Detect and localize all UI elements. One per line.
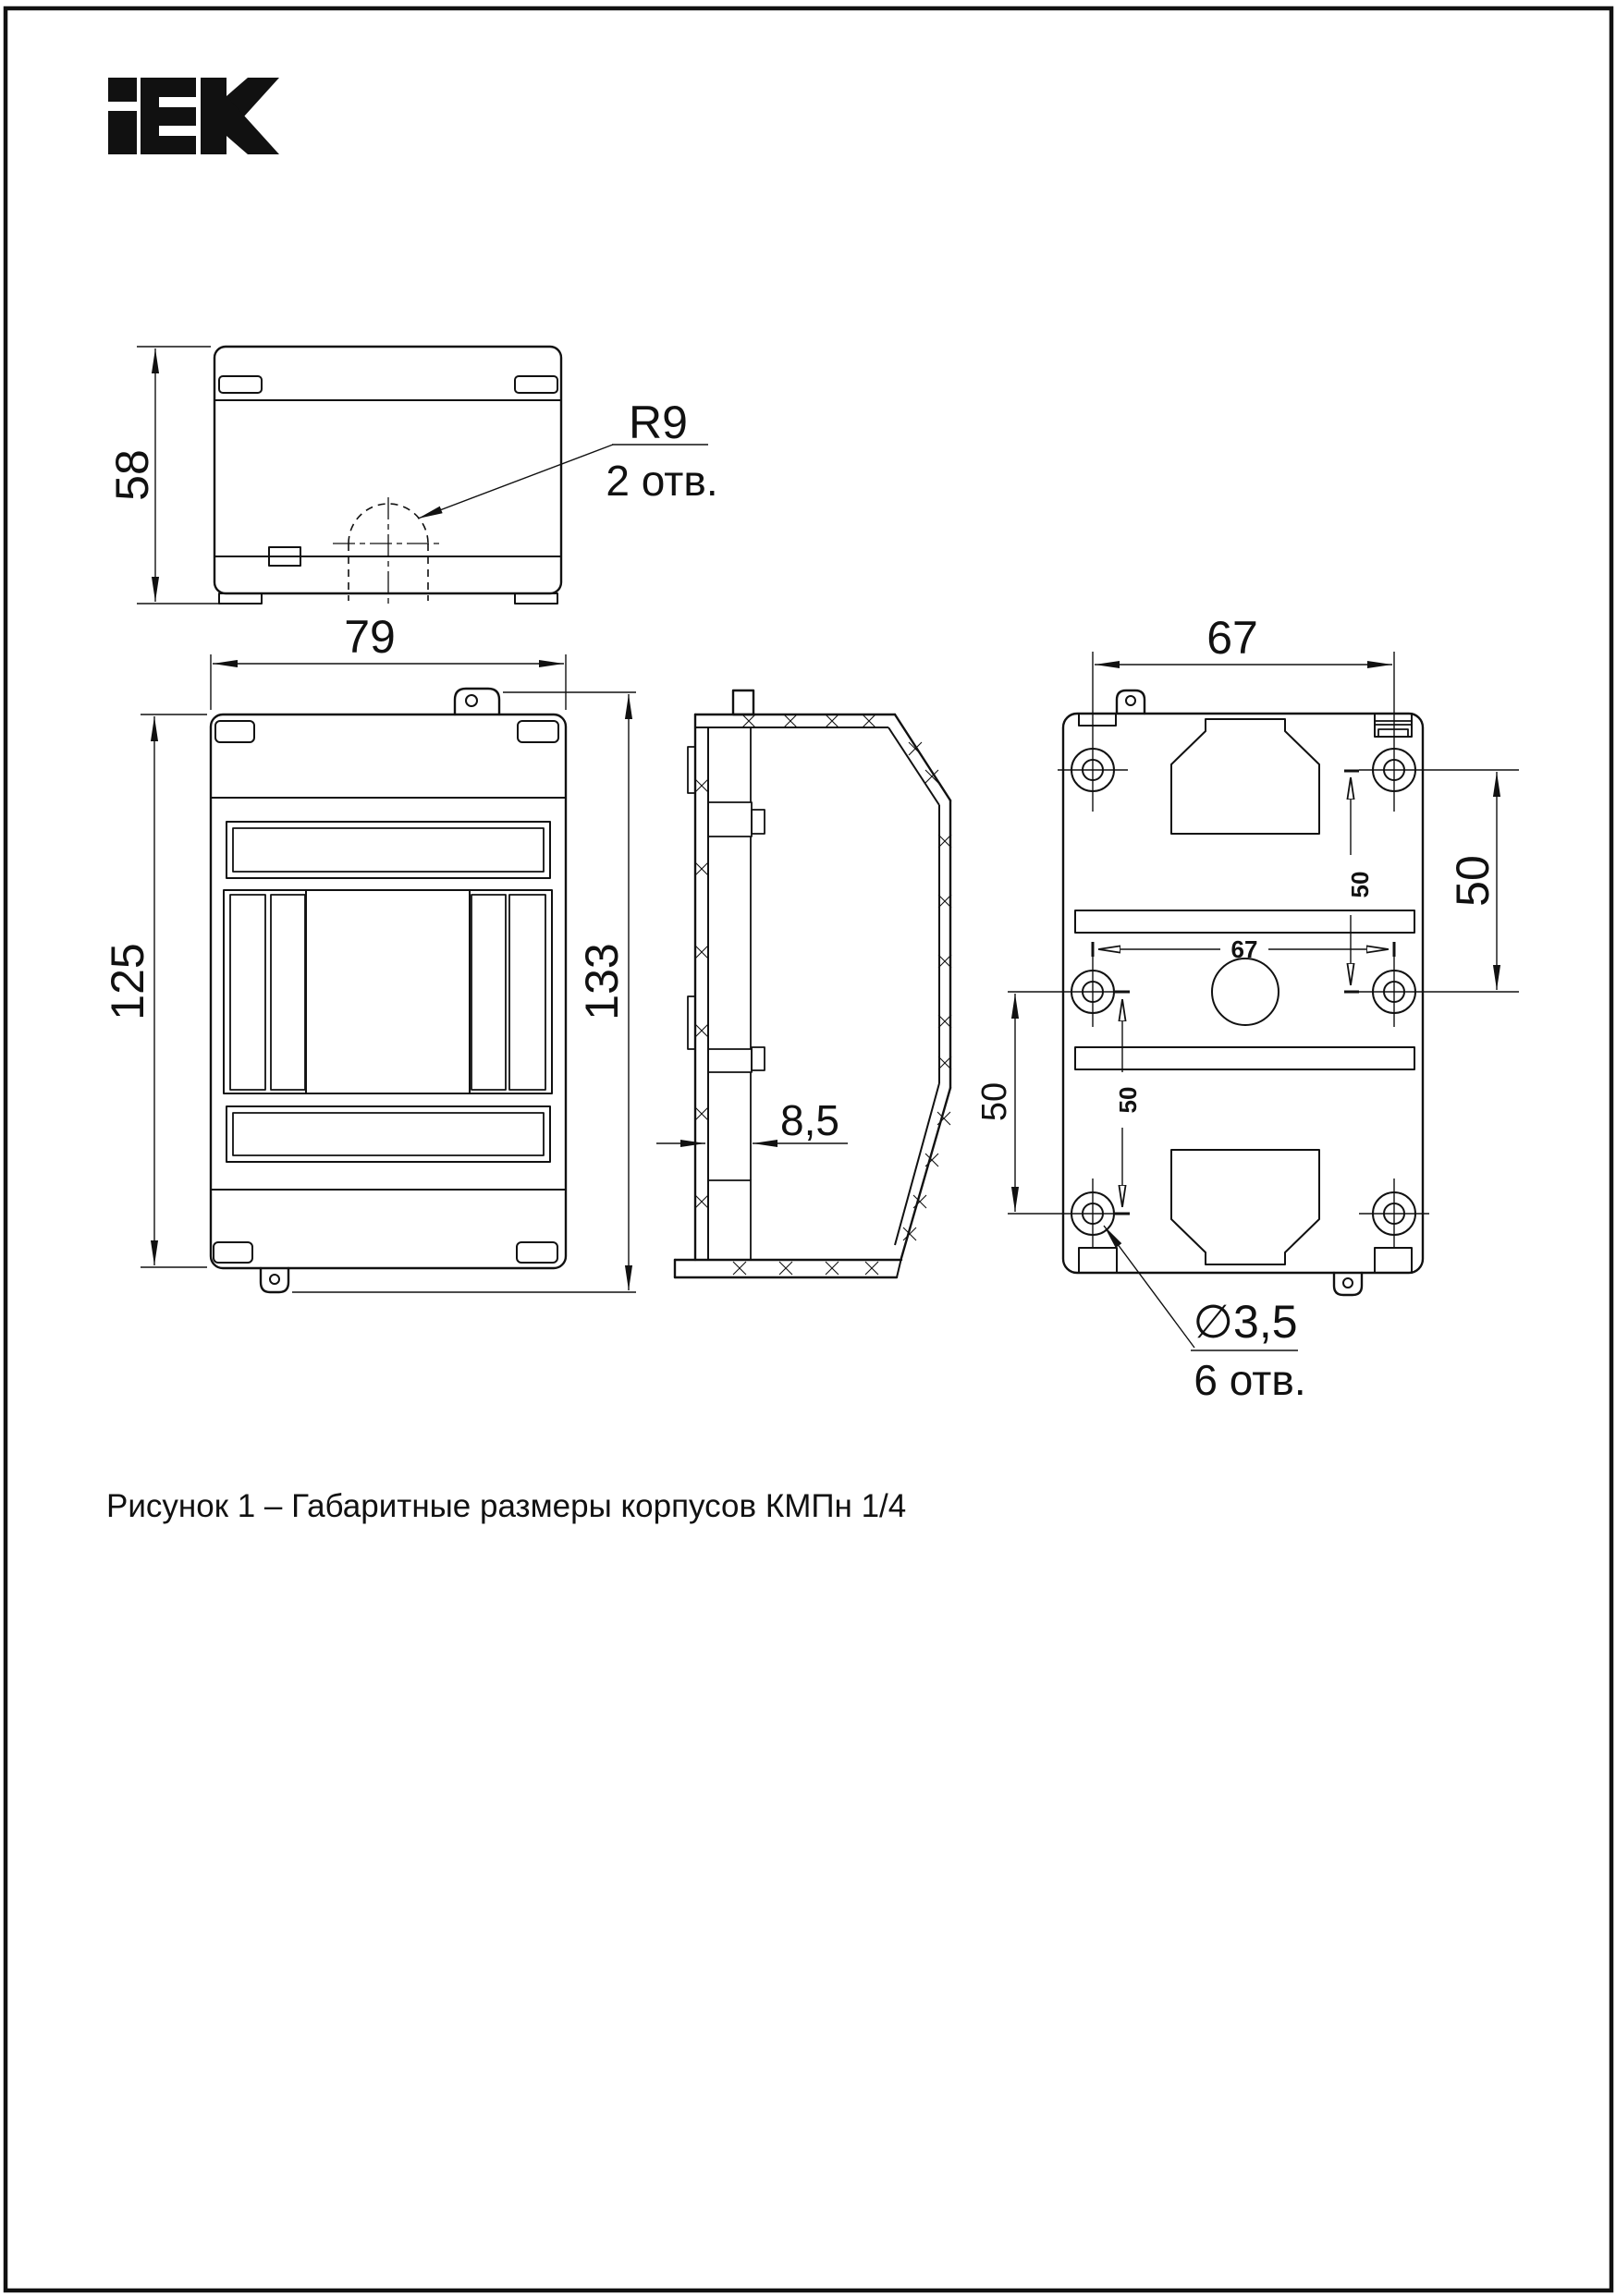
dim-8-5-label: 8,5 xyxy=(780,1096,839,1144)
dim-50-right xyxy=(1447,772,1499,990)
hole-centerlines xyxy=(1008,652,1519,1249)
dim-50-left xyxy=(975,994,1015,1212)
logo-e-slot xyxy=(159,126,196,136)
iek-logo xyxy=(108,78,279,154)
front-view xyxy=(102,611,636,1292)
note-r9 xyxy=(418,397,718,519)
hanger-tab-top xyxy=(1117,690,1145,714)
hanger-hole xyxy=(1126,696,1135,705)
dim-50-inner-top-label: 50 xyxy=(1346,871,1374,898)
cable-entry xyxy=(1212,959,1279,1025)
dim-67-top-label: 67 xyxy=(1206,612,1258,664)
note-diameter-value: ∅3,5 xyxy=(1193,1296,1298,1348)
label-window xyxy=(226,822,550,878)
dim-79 xyxy=(211,611,566,710)
section-hatching xyxy=(695,714,951,1275)
hanger-hole xyxy=(1343,1278,1353,1288)
note-diameter-qty: 6 отв. xyxy=(1194,1356,1306,1404)
dim-50-right-label: 50 xyxy=(1447,855,1499,907)
dim-50-inner-top xyxy=(1344,771,1374,992)
corner-clip xyxy=(518,721,558,742)
logo-e-slot xyxy=(159,97,196,107)
note-r9-radius: R9 xyxy=(629,397,688,448)
hanger-tab-side xyxy=(733,690,753,714)
corner-clip xyxy=(517,1242,557,1263)
dim-50-inner-bottom xyxy=(1114,992,1142,1214)
corner-clip xyxy=(215,721,254,742)
top-view-foot-left xyxy=(219,593,262,604)
lower-window xyxy=(226,1106,550,1162)
mount-rib xyxy=(1075,1047,1414,1069)
dim-50-inner-bottom-label: 50 xyxy=(1114,1086,1142,1114)
dim-58-label: 58 xyxy=(106,449,158,501)
corner-clip xyxy=(214,1242,252,1263)
hanger-tab-bottom xyxy=(261,1268,288,1292)
mount-rib xyxy=(1075,910,1414,933)
bottom-notch xyxy=(1079,1248,1117,1273)
din-hook xyxy=(708,802,752,837)
dim-133 xyxy=(292,692,636,1292)
logo-e-block xyxy=(141,78,196,154)
leader-line xyxy=(418,445,613,519)
dim-133-label: 133 xyxy=(576,943,628,1020)
logo-i-stem xyxy=(108,111,137,154)
hanger-tab-bottom xyxy=(1334,1273,1362,1295)
dim-67-inner xyxy=(1093,935,1394,963)
din-hook xyxy=(708,1049,752,1072)
logo-i-dot xyxy=(108,78,137,102)
figure-caption: Рисунок 1 – Габаритные размеры корпусов КМПн 1/4 xyxy=(106,1488,907,1524)
page-border xyxy=(6,8,1611,2290)
module-aperture xyxy=(306,890,470,1093)
hanger-hole xyxy=(270,1275,279,1284)
dim-58 xyxy=(106,347,219,604)
dim-8-5 xyxy=(656,1096,848,1144)
dim-125-label: 125 xyxy=(102,943,153,1020)
dim-67-top xyxy=(1095,612,1392,665)
bottom-notch xyxy=(1375,1248,1412,1273)
logo-k-stem xyxy=(201,78,226,154)
top-view-clip-right xyxy=(515,376,557,393)
knockout-bottom xyxy=(1171,1150,1319,1264)
top-view-clip-left xyxy=(219,376,262,393)
back-view xyxy=(975,612,1519,1404)
side-view xyxy=(656,690,951,1277)
dim-67-inner-label: 67 xyxy=(1230,935,1258,963)
note-r9-qty: 2 отв. xyxy=(606,457,718,505)
knockout-top xyxy=(1171,719,1319,834)
dim-50-left-label: 50 xyxy=(975,1081,1014,1122)
leader-line xyxy=(1104,1226,1194,1348)
din-clip xyxy=(1375,714,1412,737)
top-notch xyxy=(1079,714,1116,726)
dim-125 xyxy=(102,714,207,1267)
hanger-hole xyxy=(466,695,477,706)
module-aperture-frame xyxy=(224,890,552,1093)
top-view xyxy=(106,347,718,608)
bottom-hook xyxy=(708,1180,751,1260)
dim-79-label: 79 xyxy=(344,611,396,663)
top-view-foot-right xyxy=(515,593,557,604)
